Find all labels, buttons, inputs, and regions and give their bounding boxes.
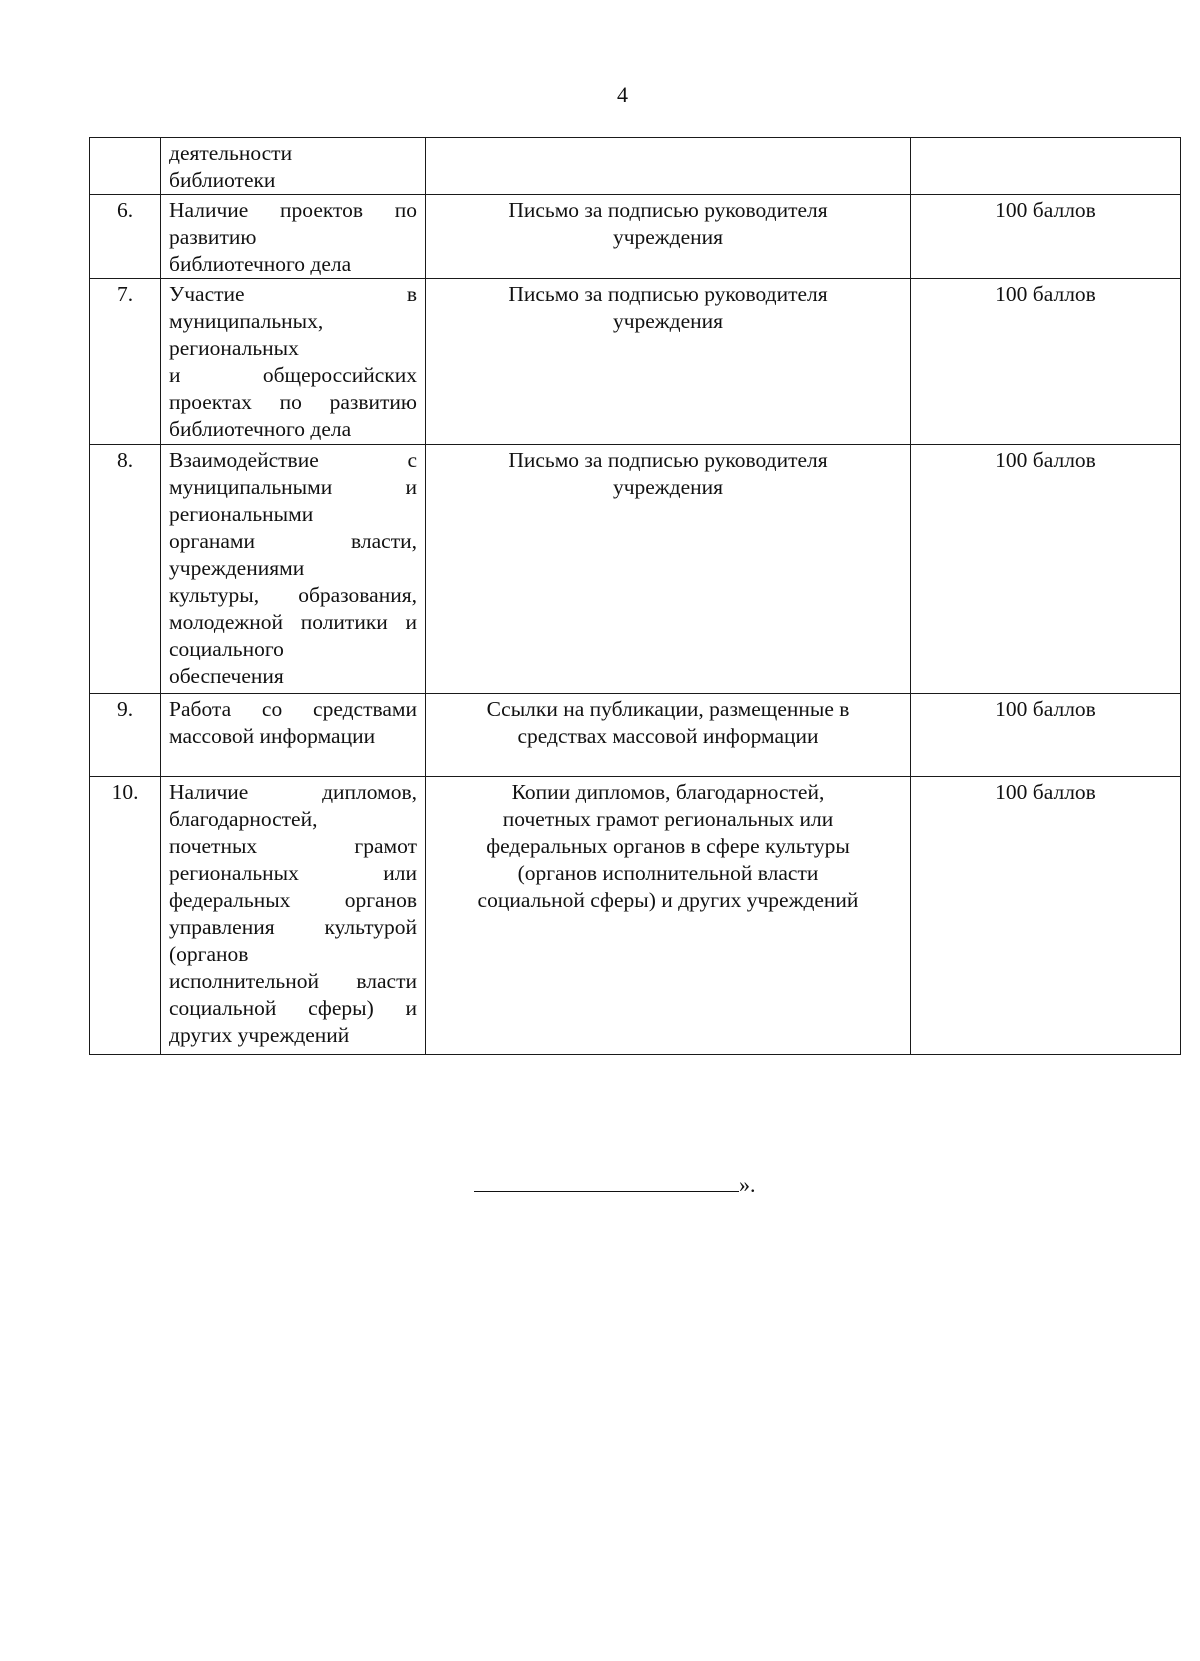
criterion-line: Участие в <box>169 282 417 306</box>
criterion-line: других учреждений <box>169 1023 350 1047</box>
document-cell <box>426 138 911 195</box>
closing-line <box>474 1171 756 1198</box>
row-number: 10. <box>90 777 161 1055</box>
criterion-line: (органов <box>169 942 249 966</box>
criterion-line: проектах по развитию <box>169 390 417 414</box>
criterion-cell <box>161 138 426 195</box>
document-cell <box>426 694 911 777</box>
table-row <box>90 445 1181 694</box>
score-cell <box>911 138 1181 195</box>
criterion-line: и общероссийских <box>169 363 417 387</box>
table-row <box>90 195 1181 279</box>
document-line: учреждения <box>612 475 724 499</box>
criterion-line: молодежной политики и <box>169 610 417 634</box>
criterion-line: развитию <box>169 225 257 249</box>
table-row <box>90 279 1181 445</box>
criterion-cell <box>161 445 426 694</box>
score-value: 100 баллов <box>911 694 1181 777</box>
table-row <box>90 694 1181 777</box>
criterion-line: библиотечного дела <box>169 417 352 441</box>
criterion-line: библиотечного дела <box>169 252 352 276</box>
document-line: средствах массовой информации <box>517 724 819 748</box>
criterion-line: культуры, образования, <box>169 583 417 607</box>
row-number: 6. <box>90 195 161 279</box>
criterion-line: библиотеки <box>169 168 276 192</box>
document-line: учреждения <box>612 309 724 333</box>
document-cell <box>426 777 911 1055</box>
document-line: социальной сферы) и других учреждений <box>477 888 859 912</box>
document-line: Письмо за подписью руководителя <box>508 198 828 222</box>
criterion-cell <box>161 777 426 1055</box>
document-line: учреждения <box>612 225 724 249</box>
criterion-line: учреждениями <box>169 556 305 580</box>
criterion-line: региональными <box>169 502 314 526</box>
criterion-line: благодарностей, <box>169 807 318 831</box>
closing-quote: ». <box>739 1172 756 1197</box>
criterion-line: почетных грамот <box>169 834 417 858</box>
row-number-cell <box>90 138 161 195</box>
criterion-line: Наличие дипломов, <box>169 780 417 804</box>
criterion-line: социальной сферы) и <box>169 996 417 1020</box>
row-number: 9. <box>90 694 161 777</box>
table-row-continuation <box>90 138 1181 195</box>
criterion-line: органами власти, <box>169 529 417 553</box>
document-line: Копии дипломов, благодарностей, <box>511 780 825 804</box>
score-value: 100 баллов <box>911 195 1181 279</box>
criteria-table <box>89 137 1181 1055</box>
criterion-line: Наличие проектов по <box>169 198 417 222</box>
criterion-line: социального <box>169 637 284 661</box>
document-cell <box>426 195 911 279</box>
criterion-cell <box>161 279 426 445</box>
row-number: 8. <box>90 445 161 694</box>
document-cell <box>426 445 911 694</box>
row-number: 7. <box>90 279 161 445</box>
criterion-line: деятельности <box>169 141 293 165</box>
document-line: Ссылки на публикации, размещенные в <box>486 697 850 721</box>
signature-blank-line <box>474 1171 739 1192</box>
criterion-line: управления культурой <box>169 915 417 939</box>
criterion-line: муниципальных, <box>169 309 324 333</box>
table-row <box>90 777 1181 1055</box>
document-line: (органов исполнительной власти <box>517 861 819 885</box>
criterion-line: Взаимодействие с <box>169 448 417 472</box>
criterion-line: исполнительной власти <box>169 969 417 993</box>
criterion-cell <box>161 195 426 279</box>
criterion-line: обеспечения <box>169 664 284 688</box>
criterion-line: региональных <box>169 336 299 360</box>
page-number: 4 <box>617 82 628 107</box>
criterion-line: федеральных органов <box>169 888 417 912</box>
criterion-line: массовой информации <box>169 724 376 748</box>
criterion-line: муниципальными и <box>169 475 417 499</box>
score-value: 100 баллов <box>911 279 1181 445</box>
document-line: Письмо за подписью руководителя <box>508 448 828 472</box>
criterion-line: Работа со средствами <box>169 697 417 721</box>
criterion-line: региональных или <box>169 861 417 885</box>
criterion-cell <box>161 694 426 777</box>
document-line: почетных грамот региональных или <box>502 807 834 831</box>
document-line: федеральных органов в сфере культуры <box>486 834 850 858</box>
score-value: 100 баллов <box>911 777 1181 1055</box>
document-line: Письмо за подписью руководителя <box>508 282 828 306</box>
score-value: 100 баллов <box>911 445 1181 694</box>
document-cell <box>426 279 911 445</box>
